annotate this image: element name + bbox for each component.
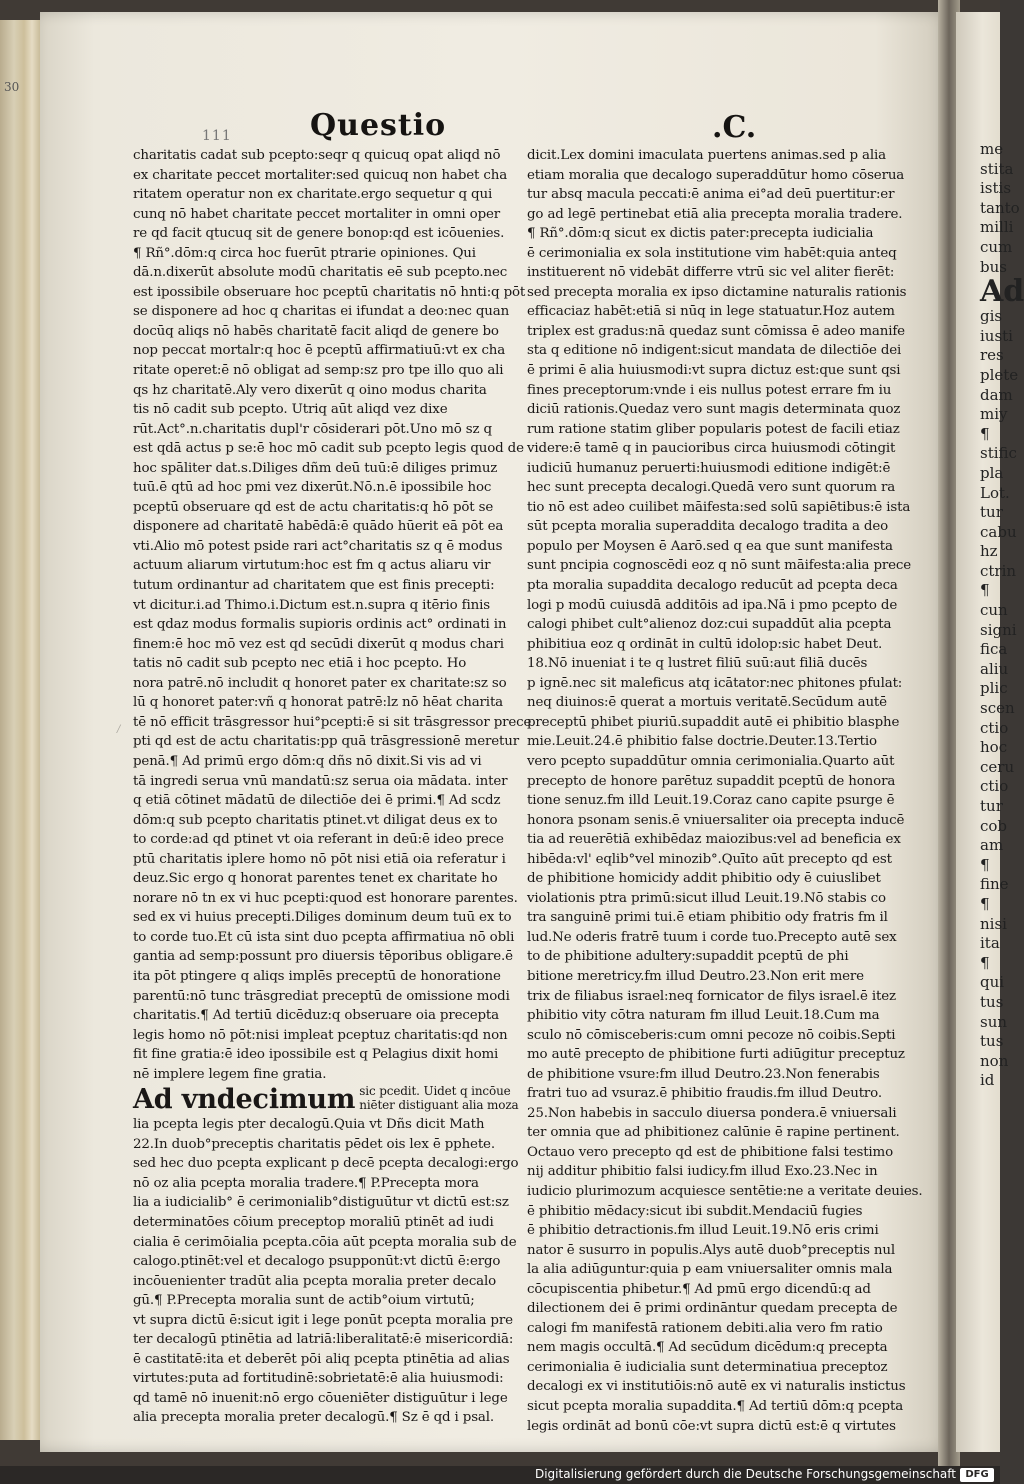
text-line: sūt pcepta moralia superaddita decalogo tradita a deo	[527, 519, 888, 535]
text-line: actuum aliarum virtutum:hoc est fm q actus aliaru vir	[133, 558, 491, 574]
text-line: nem magis occultā.¶ Ad secūdum dicēdum:q precepta	[527, 1340, 888, 1356]
heading-side-line: niēter distiguant alia moza	[359, 1098, 519, 1113]
heading-side-line: sic pcedit. Uidet q incōue	[359, 1084, 511, 1099]
text-line: re qd facit qtucuq sit de genere bonop:qd est icōuenies.	[133, 226, 505, 242]
text-line: charitatis.¶ Ad tertiū dicēduz:q obseruare oia precepta	[133, 1008, 499, 1024]
facing-page-line: istis	[980, 179, 1012, 198]
text-line: ex charitate peccet mortaliter:sed quicuq non habet cha	[133, 167, 508, 183]
text-line: cunq nō habet charitate peccet mortaliter in omni oper	[133, 206, 501, 222]
text-line: violationis ptra primū:sicut illud Leuit.19.Nō stabis co	[527, 890, 886, 906]
facing-page-line: aliu	[980, 659, 1009, 678]
facing-page-line: ctio	[980, 718, 1009, 737]
text-line: lud.Ne oderis fratrē tuum i corde tuo.Precepto autē sex	[527, 929, 897, 945]
text-line: fratri tuo ad vsuraz.ē phibitio fraudis.fm illud Deutro.	[527, 1086, 882, 1102]
facing-page-line: stific	[980, 444, 1017, 463]
facing-page-line: am	[980, 836, 1004, 855]
facing-page-line: id	[980, 1071, 995, 1090]
facing-page-line: ¶	[980, 894, 990, 913]
facing-page-line: ¶	[980, 953, 990, 972]
text-line: honora psonam senis.ē vniuersaliter oia precepta inducē	[527, 812, 905, 828]
text-line: iudicio plurimozum acquiesce sentētie:ne a veritate deuies.	[527, 1183, 923, 1199]
text-line: populo per Moysen ē Aarō.sed q ea que sunt manifesta	[527, 538, 893, 554]
text-line: calogi fm manifestā rationem debiti.alia vero fm ratio	[527, 1320, 883, 1336]
text-line: vero pcepto supaddūtur omnia cerimonialia.Quarto aūt	[527, 753, 895, 769]
text-line: go ad legē pertinebat etiā alia precepta moralia tradere.	[527, 206, 903, 222]
facing-page-line: stita	[980, 159, 1014, 178]
footer-bar	[0, 1466, 1000, 1484]
text-line: de phibitione vsure:fm illud Deutro.23.Non fenerabis	[527, 1066, 880, 1082]
text-line: est qdā actus p se:ē hoc mō cadit sub pcepto legis quod de	[133, 441, 524, 457]
text-line: triplex est gradus:nā quedaz sunt cōmissa ē adeo manife	[527, 323, 905, 339]
text-line: fit fine gratia:ē ideo ipossibile est q Pelagius dixit homi	[133, 1047, 499, 1063]
text-line: decalogi ex vi institutiōis:nō autē ex vi naturalis instictus	[527, 1379, 906, 1395]
text-line: tē nō efficit trāsgressor hui°pcepti:ē si sit trāsgressor prece	[133, 714, 532, 730]
text-line: calogi phibet cult°alienoz doz:cui supaddūt alia pcepta	[527, 617, 892, 633]
text-line: phibitiua eoz q ordināt in cultū idolop:sic habet Deut.	[527, 636, 883, 652]
running-head-right: .C.	[712, 110, 757, 145]
text-line: qd tamē nō inuenit:nō ergo cōueniēter distiguūtur i lege	[133, 1390, 508, 1406]
text-line: norare nō tn ex vi huc pcepti:quod est honorare parentes.	[133, 890, 518, 906]
text-line: ter decalogū ptinētia ad latriā:liberalitatē:ē misericordiā:	[133, 1332, 514, 1348]
text-line: nator ē susurro in populis.Alys autē duob°preceptis nul	[527, 1242, 895, 1258]
right-text-column	[527, 146, 927, 1436]
text-line: lū q honoret pater:vñ q honorat patrē:lz nō hēat charita	[133, 695, 504, 711]
text-line: charitatis cadat sub pcepto:seqr q quicuq opat aliqd nō	[133, 148, 501, 163]
text-line: dicit.Lex domini imaculata puertens animas.sed p alia	[527, 148, 886, 163]
text-line: tatis nō cadit sub pcepto nec etiā i hoc pcepto. Ho	[133, 656, 467, 672]
text-line: to corde:ad qd ptinet vt oia referant in deū:ē ideo prece	[133, 832, 504, 848]
text-line: logi p modū cuiusdā additōis ad ipa.Nā i pmo pcepto de	[527, 597, 898, 613]
text-line: ¶ Rñ°.dōm:q circa hoc fuerūt ptrarie opiniones. Qui	[133, 245, 476, 261]
text-line: hibēda:vl' eqlib°vel minozib°.Quīto aūt precepto qd est	[527, 851, 892, 867]
text-line: vti.Alio mō potest pside rari act°charitatis sz q ē modus	[133, 538, 503, 554]
facing-page-line: nisi	[980, 914, 1007, 933]
text-line: ritate operet:ē nō obligat ad semp:sz pro tpe illo quo ali	[133, 363, 504, 379]
text-line: trix de filiabus israel:neq fornicator de filys israel.ē itez	[527, 988, 896, 1004]
facing-page-line: milli	[980, 218, 1014, 237]
text-line: precepto de honore parētuz supaddit pceptū de honora	[527, 773, 896, 789]
facing-page-line: tur	[980, 797, 1003, 815]
text-line: virtutes:puta ad fortitudinē:sobrietatē:ē alia huiusmodi:	[133, 1371, 504, 1387]
facing-page-line: pla	[980, 463, 1004, 482]
text-line: tuū.ē qtū ad hoc pmi vez dixerūt.Nō.n.ē ipossibile hoc	[133, 480, 492, 496]
facing-page-line: cun	[980, 601, 1008, 620]
text-line: iudiciū humanuz peruerti:huiusmodi editione indigēt:ē	[527, 460, 891, 476]
text-line: docūq aliqs nō habēs charitatē facit aliqd de genere bo	[133, 323, 499, 339]
facing-page-line: cob	[980, 816, 1008, 835]
text-line: de phibitione homicidy addit phibitio ody ē cuiuslibet	[527, 871, 881, 887]
facing-page-lines	[980, 140, 1024, 1091]
facing-page-line: hoc	[980, 738, 1008, 757]
facing-page-line: gis	[980, 307, 1003, 326]
text-line: ritatem operatur non ex charitate.ergo sequetur q qui	[133, 187, 493, 203]
text-line: dā.n.dixerūt absolute modū charitatis eē sub pcepto.nec	[133, 265, 508, 281]
facing-page-line: miy	[980, 405, 1008, 424]
text-line: determinatōes cōium preceptop moraliū ptinēt ad iudi	[133, 1214, 494, 1230]
left-page-edge	[0, 20, 41, 1440]
text-line: etiam moralia que decalogo superaddūtur homo cōserua	[527, 167, 905, 183]
text-line: parentū:nō tunc trāsgrediat preceptū de omissione modi	[133, 988, 510, 1004]
text-line: ¶ Rñ°.dōm:q sicut ex dictis pater:precepta iudicialia	[527, 226, 874, 242]
text-line: pceptū obseruare qd est de actu charitatis:q hō pōt se	[133, 499, 494, 515]
text-line: disponere ad charitatē habēdā:ē quādo hūerit eā pōt ea	[133, 519, 504, 535]
facing-page-line: res	[980, 346, 1004, 365]
running-head-left: Questio	[310, 108, 447, 143]
facing-page-line: ¶	[980, 581, 990, 600]
facing-page-line: ita	[980, 934, 1000, 953]
text-line: penā.¶ Ad primū ergo dōm:q dñs nō dixit.Si vis ad vi	[133, 753, 482, 769]
text-line: alia precepta moralia preter decalogū.¶ Sz ē qd i psal.	[133, 1410, 494, 1426]
facing-page-line: plic	[980, 679, 1008, 698]
text-line: gantia ad semp:possunt pro diuersis tēporibus obligare.ē	[133, 949, 513, 965]
text-line: deuz.Sic ergo q honorat parentes tenet ex charitate ho	[133, 871, 498, 887]
text-line: tio nō est adeo cuilibet māifesta:sed solū sapiētibus:ē ista	[527, 499, 911, 515]
text-line: finem:ē hoc mō vez est qd secūdi dixerūt q modus chari	[133, 636, 504, 652]
facing-page-line: ctrin	[980, 561, 1017, 580]
text-line: tutum ordinantur ad charitatem que est finis precepti:	[133, 578, 495, 594]
text-line: neq diuinos:ē querat a mortuis veritatē.Secūdum autē	[527, 695, 887, 711]
facing-page-line: sun	[980, 1012, 1008, 1031]
facing-page-line: iusti	[980, 326, 1013, 345]
text-line: dilectionem dei ē primi ordināntur quedam precepta de	[527, 1301, 898, 1317]
facing-page-line: Lot.	[980, 483, 1010, 502]
text-line: cōcupiscentia phibetur.¶ Ad pmū ergo dicendū:q ad	[527, 1281, 871, 1297]
text-line: sed hec duo pcepta explicant p decē pcepta decalogi:ergo	[133, 1156, 519, 1172]
text-line: nij additur phibitio falsi iudicy.fm illud Exo.23.Nec in	[527, 1164, 878, 1180]
text-line: Octauo vero precepto qd est de phibitione falsi testimo	[527, 1144, 894, 1160]
facing-page-line: ¶	[980, 424, 990, 443]
text-line: incōuenienter tradūt alia pcepta moralia preter decalo	[133, 1273, 497, 1289]
facing-page-line: scen	[980, 699, 1015, 718]
text-line: legis ordināt ad bonū cōe:vt supra dictū est:ē q virtutes	[527, 1418, 896, 1434]
text-line: instituerent nō videbāt differre vtrū sic vel aliter fierēt:	[527, 265, 895, 281]
facing-page-line: cum	[980, 237, 1013, 256]
text-line: la alia adiūguntur:quia p eam vniuersaliter omnis mala	[527, 1262, 893, 1278]
text-line: nō oz alia pcepta moralia tradere.¶ P.Precepta mora	[133, 1175, 479, 1191]
facing-page-line: qui	[980, 973, 1005, 992]
text-line: videre:ē tamē q in paucioribus circa huiusmodi cōtingit	[527, 441, 896, 457]
text-line: 18.Nō inueniat i te q lustret filiū suū:aut filiā ducēs	[527, 656, 868, 672]
text-line: lia pcepta legis pter decalogū.Quia vt Dñs dicit Math	[133, 1117, 485, 1133]
article-heading-side	[359, 1084, 518, 1112]
facing-page-line: fine	[980, 875, 1009, 894]
text-line: se disponere ad hoc q charitas ei ifundat a deo:nec quan	[133, 304, 510, 320]
text-line: tā ingredi serua vnū mandatū:sz serua oia mādata. inter	[133, 773, 508, 789]
text-line: sicut pcepta moralia supaddita.¶ Ad tertiū dōm:q pcepta	[527, 1399, 904, 1414]
text-line: legis homo nō pōt:nisi impleat pceptuz charitatis:qd non	[133, 1027, 508, 1043]
text-line: ē cerimonialia ex sola institutione vim habēt:quia anteq	[527, 245, 897, 261]
facing-page-line: dam	[980, 385, 1013, 404]
facing-page-line: hz	[980, 542, 998, 561]
facing-page-line: fica	[980, 640, 1008, 659]
facing-page-line: Ad	[980, 274, 1024, 310]
facing-page-line: tus	[980, 1032, 1004, 1051]
facing-page-line: signi	[980, 620, 1017, 639]
text-line: nē implere legem fine gratia.	[133, 1066, 327, 1082]
footer-credit: Digitalisierung gefördert durch die Deutsche Forschungsgemeinschaft	[534, 1467, 956, 1481]
text-line: rūt.Act°.n.charitatis dupl'r cōsiderari pōt.Uno mō sz q	[133, 421, 492, 437]
facing-page-line: bus	[980, 257, 1007, 276]
text-line: qs hz charitatē.Aly vero dixerūt q oino modus charita	[133, 382, 487, 398]
text-line: ita pōt ptingere q aliqs implēs preceptū de honoratione	[133, 968, 501, 984]
text-line: p ignē.nec sit maleficus atq icātator:nec phitones pfulat:	[527, 675, 903, 691]
text-line: est ipossibile obseruare hoc pceptū charitatis nō hnti:q pōt	[133, 284, 526, 300]
dfg-logo: DFG	[960, 1468, 994, 1482]
text-line: preceptū phibet piuriū.supaddit autē ei phibitio blasphe	[527, 714, 900, 730]
text-line: sed precepta moralia ex ipso dictamine naturalis rationis	[527, 284, 907, 300]
text-line: tis nō cadit sub pcepto. Utriq aūt aliqd vez dixe	[133, 402, 448, 418]
text-line: ter omnia que ad phibitionez calūnie ē rapine pertinent.	[527, 1125, 900, 1141]
text-line: diciū rationis.Quedaz vero sunt magis determinata quoz	[527, 402, 901, 418]
facing-page-line: cabu	[980, 522, 1017, 541]
text-line: calogo.ptinēt:vel et decalogo psupponūt:vt dictū ē:ergo	[133, 1254, 501, 1270]
text-line: bitione meretricy.fm illud Deutro.23.Non erit mere	[527, 968, 864, 984]
text-line: q etiā cōtinet mādatū de dilectiōe dei ē primi.¶ Ad scdz	[133, 793, 501, 809]
facing-page-line: ceru	[980, 757, 1015, 776]
facing-page-line: me	[980, 140, 1004, 158]
text-line: phibitio vity cōtra naturam fm illud Leuit.18.Cum ma	[527, 1008, 880, 1024]
article-heading-title: Ad vndecimum	[133, 1084, 356, 1116]
text-line: tione senuz.fm illd Leuit.19.Coraz cano capite psurge ē	[527, 793, 895, 809]
text-line: est qdaz modus formalis supioris ordinis act° ordinati in	[133, 617, 507, 633]
edge-mark: 30	[4, 80, 20, 94]
text-line: mie.Leuit.24.ē phibitio false doctrie.Deuter.13.Tertio	[527, 734, 877, 750]
text-line: tia ad reuerētiā exhibēdaz maiozibus:vel ad beneficia ex	[527, 832, 901, 848]
text-line: to de phibitione adultery:supaddit pceptū de phi	[527, 949, 849, 965]
facing-page-line: tanto	[980, 198, 1020, 217]
facing-page-line: tus	[980, 992, 1004, 1011]
text-line: cerimonialia ē iudicialia sunt determinatiua preceptoz	[527, 1359, 888, 1375]
text-line: nora patrē.nō includit q honoret pater ex charitate:sz so	[133, 675, 507, 691]
folio-mark: 111	[202, 128, 232, 144]
facing-page-line: tur	[980, 503, 1003, 522]
text-line: tur absq macula peccati:ē anima ei°ad deū puertitur:er	[527, 187, 895, 203]
text-line: ē castitatē:ita et deberēt pōi aliq pcepta ptinētia ad alias	[133, 1351, 510, 1367]
text-line: lia a iudicialib° ē cerimonialib°distiguūtur vt dictū est:sz	[133, 1195, 509, 1211]
text-line: tra sanguinē primi tui.ē etiam phibitio ody fratris fm il	[527, 910, 888, 926]
text-line: vt dicitur.i.ad Thimo.i.Dictum est.n.supra q itērio finis	[133, 597, 490, 613]
text-line: dōm:q sub pcepto charitatis ptinet.vt diligat deus ex to	[133, 812, 498, 828]
text-line: gū.¶ P.Precepta moralia sunt de actib°oium virtutū;	[133, 1293, 475, 1309]
text-line: 22.In duob°preceptis charitatis pēdet ois lex ē pphete.	[133, 1136, 495, 1152]
text-line: fines preceptorum:vnde i eis nullus potest errare fm iu	[527, 382, 892, 398]
text-line: hoc spāliter dat.s.Diliges dñm deū tuū:ē diliges primuz	[133, 460, 498, 476]
text-line: to corde tuo.Et cū ista sint duo pcepta affirmatiua nō obli	[133, 929, 515, 945]
text-line: sta q editione nō indigent:sicut mandata de dilectiōe dei	[527, 343, 902, 359]
text-line: 25.Non habebis in sacculo diuersa pondera.ē vniuersali	[527, 1105, 897, 1121]
text-line: hec sunt precepta decalogi.Quedā vero sunt quorum ra	[527, 480, 896, 496]
facing-page-line: ctio	[980, 777, 1009, 796]
text-line: pta moralia supaddita decalogo reducūt ad pcepta deca	[527, 578, 898, 594]
text-line: mo autē precepto de phibitione furti adiūgitur preceptuz	[527, 1047, 905, 1063]
text-line: sculo nō cōmisceberis:cum omni pecoze nō coibis.Septi	[527, 1027, 896, 1043]
text-line: ptū charitatis iplere homo nō pōt nisi etiā oia referatur i	[133, 851, 506, 867]
facing-page-line: ¶	[980, 855, 990, 874]
text-line: nop peccat mortalr:q hoc ē pceptū affirmatiuū:vt ex cha	[133, 343, 506, 359]
text-line: ē phibitio detractionis.fm illud Leuit.19.Nō eris crimi	[527, 1223, 879, 1239]
facing-page-line: plete	[980, 365, 1019, 384]
facing-page-line: non	[980, 1051, 1009, 1070]
text-line: rum ratione statim gliber popularis potest de facili etiaz	[527, 421, 900, 437]
text-line: efficaciaz habēt:etiā si nūq in lege statuatur.Hoz autem	[527, 304, 895, 320]
text-line: ē phibitio mēdacy:sicut ibi subdit.Mendaciū fugies	[527, 1203, 863, 1219]
facing-page-fragment	[956, 12, 1024, 1452]
article-heading	[133, 1084, 533, 1115]
text-line: sunt pncipia cognoscēdi eoz q nō sunt māifesta:alia prece	[527, 558, 912, 574]
text-line: sed ex vi huius precepti.Diliges dominum deum tuū ex to	[133, 910, 512, 926]
text-line: ē primi ē alia huiusmodi:vt supra dictuz est:que sunt qsi	[527, 363, 901, 379]
marginal-bracket: /	[117, 724, 121, 735]
text-line: cialia ē cerimōialia pcepta.cōia aūt pcepta moralia sub de	[133, 1234, 517, 1250]
text-line: pti qd est de actu charitatis:pp quā trāsgressionē meretur	[133, 734, 519, 750]
text-line: vt supra dictū ē:sicut igit i lege ponūt pcepta moralia pre	[133, 1312, 513, 1328]
left-text-column	[133, 146, 533, 1428]
